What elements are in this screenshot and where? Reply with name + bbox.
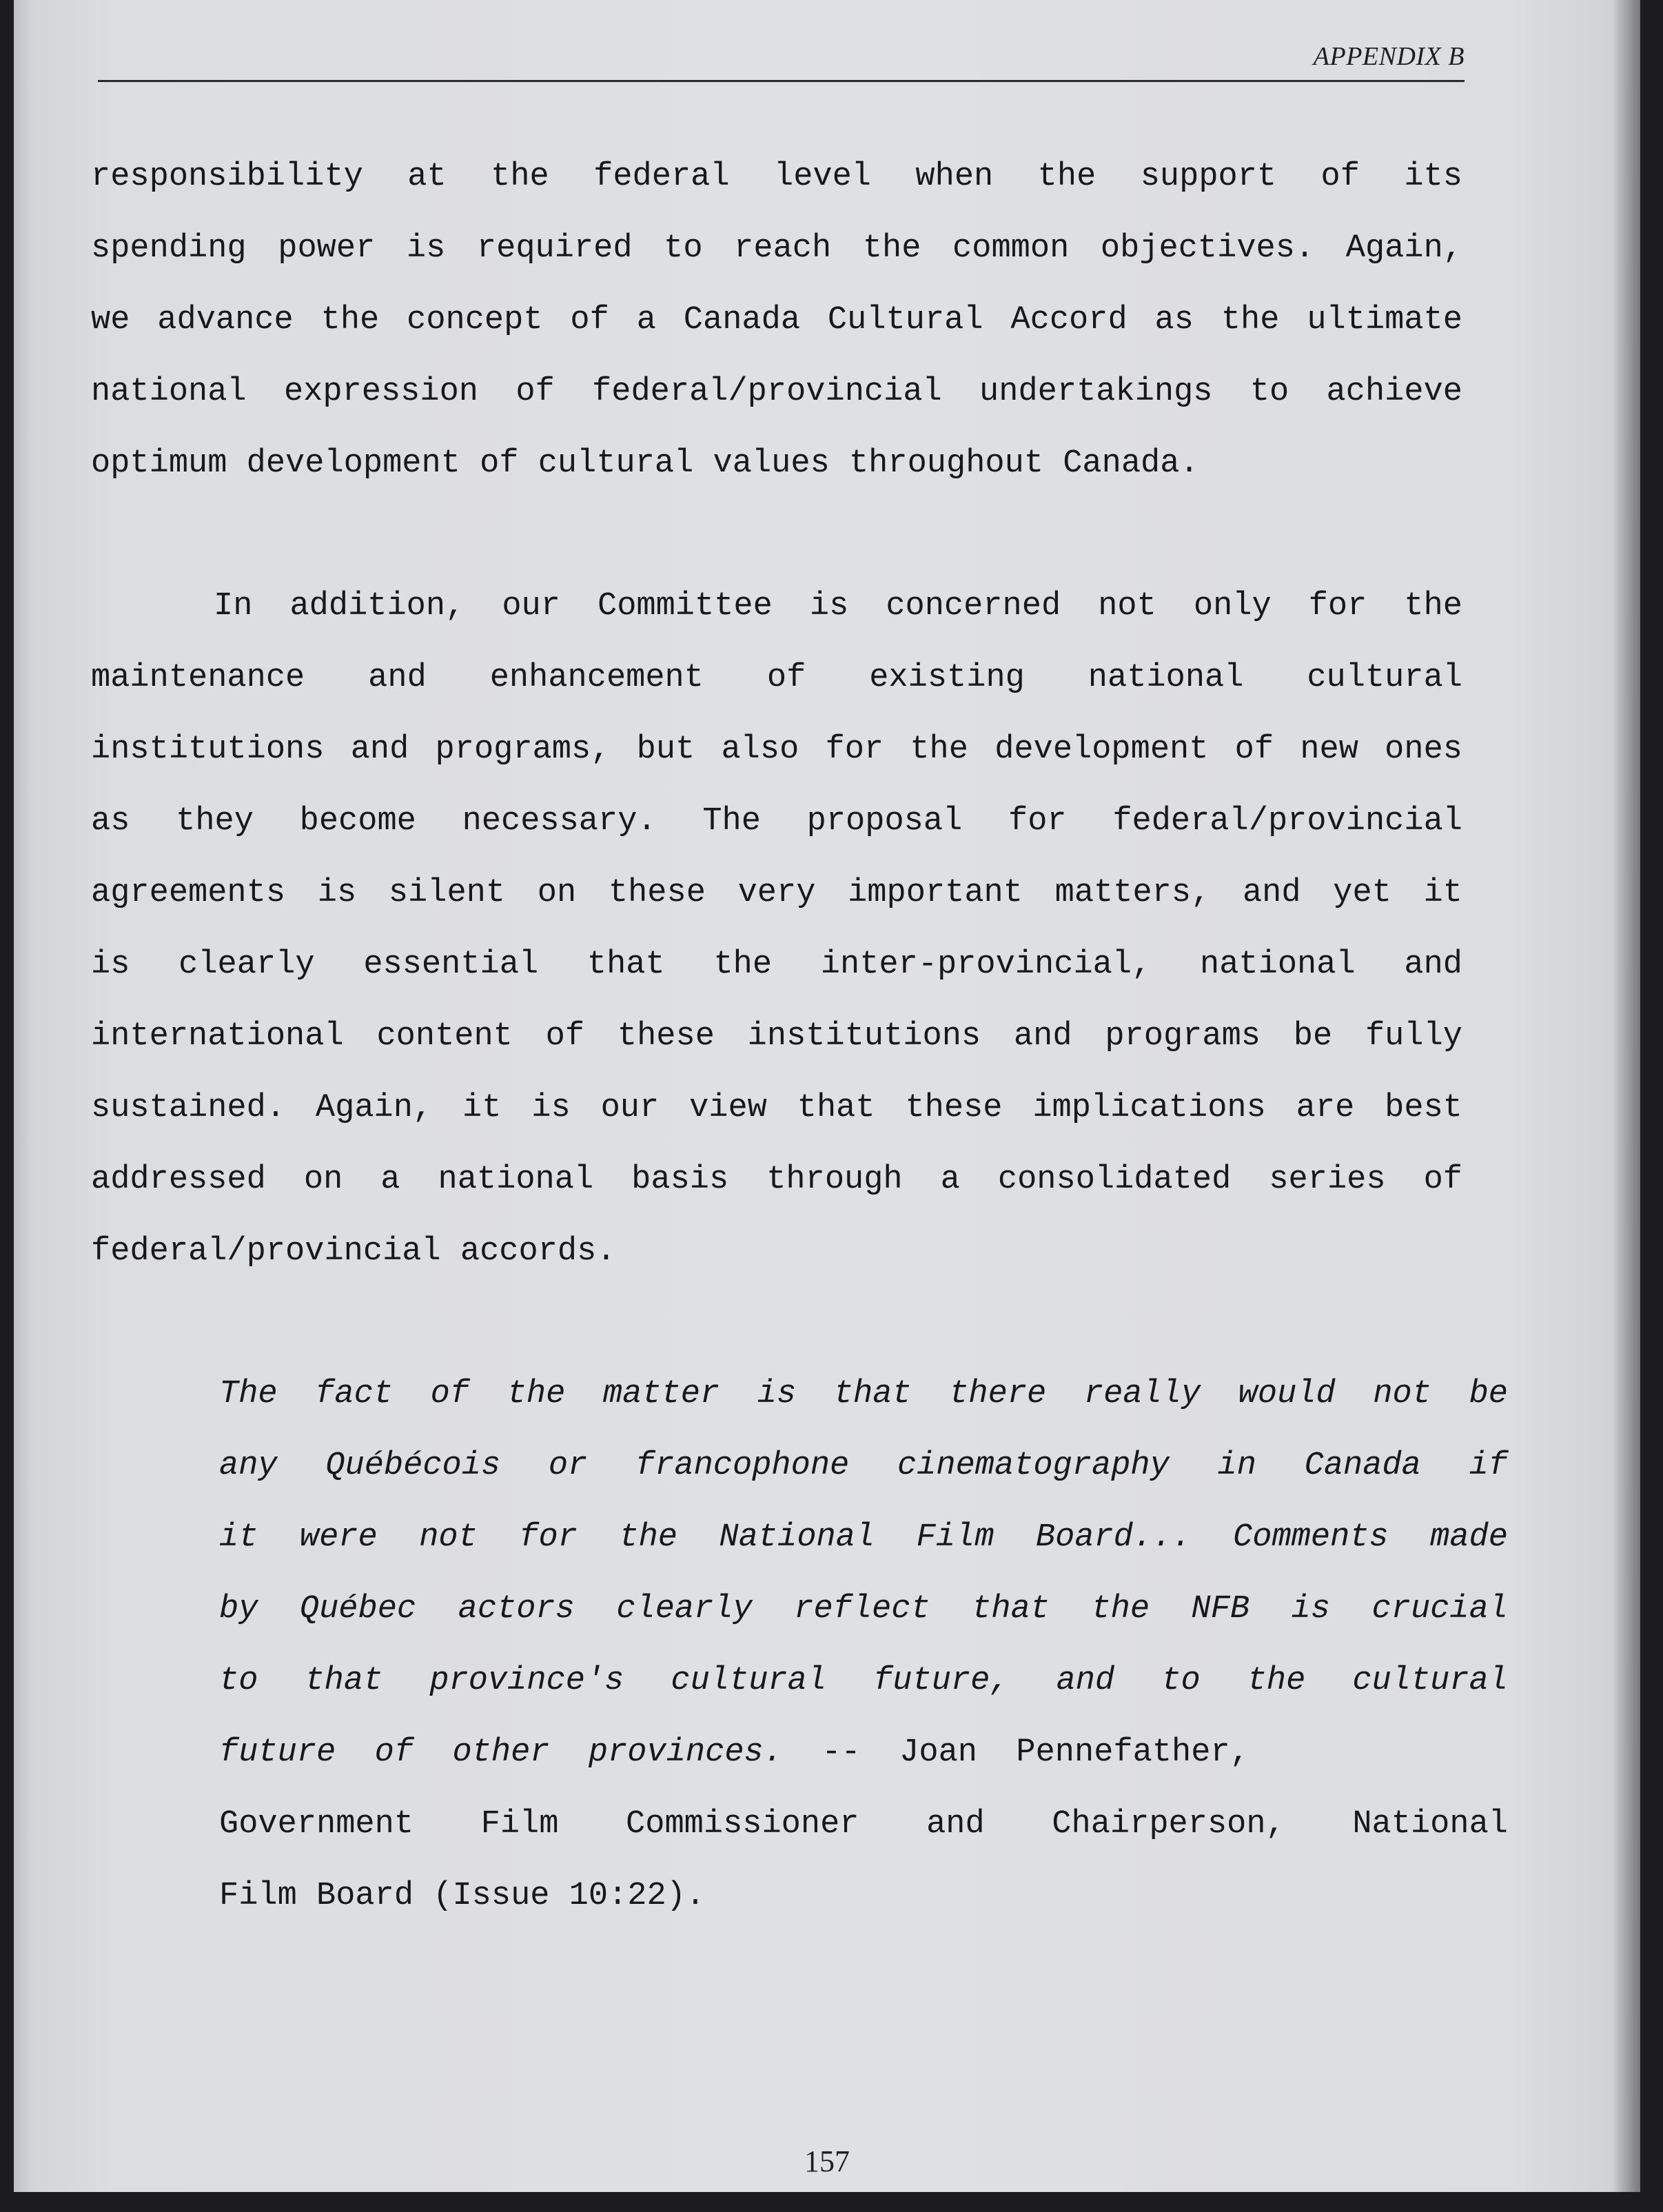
text-line: In addition, our Committee is concerned not only for the xyxy=(214,588,1462,625)
quote-line-end: future of other provinces. xyxy=(219,1734,783,1771)
text-line: maintenance and enhancement of existing national cultural xyxy=(91,660,1462,696)
quote-line: any Québécois or francophone cinematography in Canada if xyxy=(219,1448,1508,1484)
text-line: as they become necessary. The proposal for federal/provincial xyxy=(91,803,1462,840)
block-quote xyxy=(91,1359,1508,1932)
text-line: we advance the concept of a Canada Cultural Accord as the ultimate xyxy=(91,302,1462,338)
text-line: national expression of federal/provincial undertakings to achieve xyxy=(91,374,1462,410)
text-line: institutions and programs, but also for the development of new ones xyxy=(91,731,1462,768)
body-text xyxy=(91,141,1508,1932)
paragraph-1 xyxy=(91,141,1462,500)
text-line: responsibility at the federal level when the support of its xyxy=(91,159,1462,195)
paragraph-2 xyxy=(91,571,1462,1288)
text-line: agreements is silent on these very important matters, and yet it xyxy=(91,875,1462,911)
appendix-header: APPENDIX B xyxy=(1313,42,1465,71)
page-edge-shadow xyxy=(1613,0,1640,2192)
text-line: international content of these institutions and programs be fully xyxy=(91,1018,1462,1055)
attribution-line: Film Board (Issue 10:22). xyxy=(219,1878,706,1914)
text-line: spending power is required to reach the common objectives. Again, xyxy=(91,230,1462,267)
quote-line: by Québec actors clearly reflect that the NFB is crucial xyxy=(219,1591,1508,1627)
quote-line: it were not for the National Film Board... Comments made xyxy=(219,1519,1508,1556)
text-line: addressed on a national basis through a consolidated series of xyxy=(91,1161,1462,1198)
attribution-line: Government Film Commissioner and Chairperson, National xyxy=(219,1806,1508,1843)
text-line: sustained. Again, it is our view that these implications are best xyxy=(91,1090,1462,1126)
paragraph-gap xyxy=(91,1288,1462,1359)
document-page xyxy=(14,0,1640,2192)
text-line: federal/provincial accords. xyxy=(91,1233,616,1270)
text-line: optimum development of cultural values throughout Canada. xyxy=(91,445,1199,482)
header-rule xyxy=(98,80,1465,82)
quote-line: The fact of the matter is that there really would not be xyxy=(219,1376,1508,1412)
paragraph-gap xyxy=(91,500,1462,571)
attribution-name: -- Joan Pennefather, xyxy=(782,1734,1249,1771)
text-line: is clearly essential that the inter-provincial, national and xyxy=(91,946,1462,983)
page-number: 157 xyxy=(804,2144,850,2178)
quote-attribution-line xyxy=(219,1717,1508,1789)
quote-line: to that province's cultural future, and to the cultural xyxy=(219,1663,1508,1699)
